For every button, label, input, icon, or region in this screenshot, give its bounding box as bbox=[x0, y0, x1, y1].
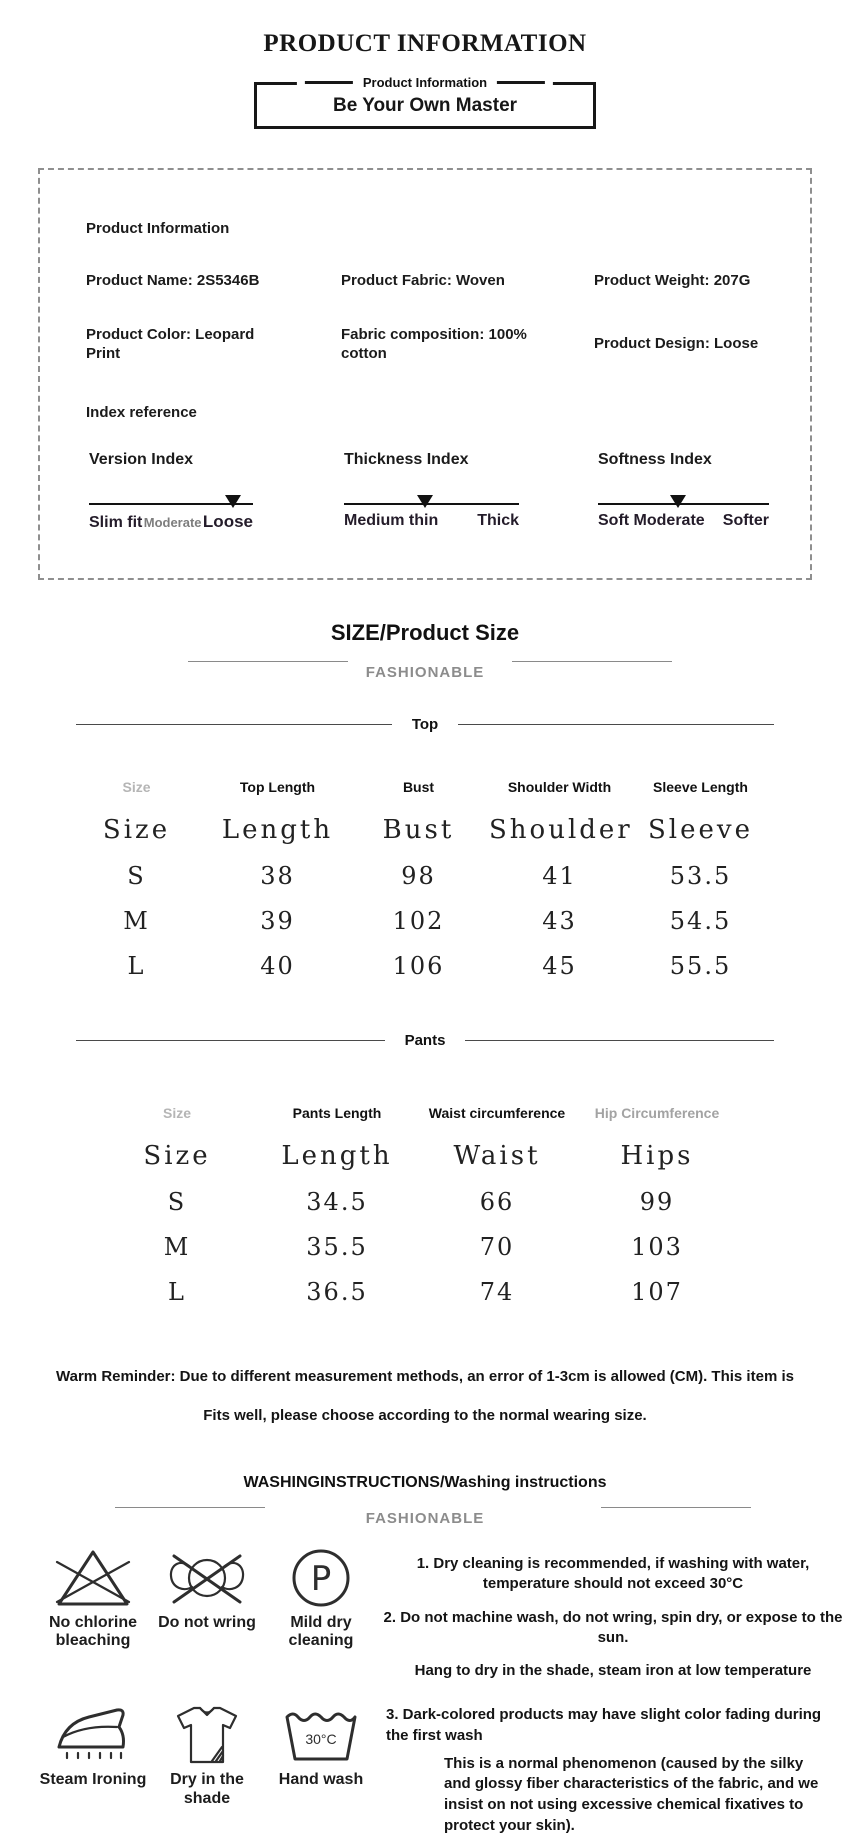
subtitle-line-left bbox=[115, 1507, 265, 1508]
washing-item bbox=[150, 1703, 264, 1836]
steam-ironing-icon bbox=[51, 1703, 135, 1767]
table-row bbox=[97, 1233, 739, 1261]
top-header-shoulder: Shoulder Width bbox=[507, 779, 612, 795]
cell: 70 bbox=[479, 1233, 515, 1261]
top-subheader: Length bbox=[221, 815, 334, 845]
slider-label-thick: Thick bbox=[477, 511, 519, 529]
table-row bbox=[66, 907, 771, 935]
slider-softness-title: Softness Index bbox=[598, 450, 712, 468]
washing-icons-row2 bbox=[36, 1703, 378, 1836]
pants-header-length: Pants Length bbox=[292, 1105, 382, 1121]
index-reference-heading: Index reference bbox=[86, 403, 197, 421]
warm-reminder-line1: Warm Reminder: Due to different measurement methods, an error of 1-3cm is allowed (CM). This item is bbox=[56, 1368, 794, 1385]
cell: 54.5 bbox=[669, 907, 732, 935]
banner-label bbox=[297, 75, 553, 90]
page-title: PRODUCT INFORMATION bbox=[263, 30, 587, 57]
washing-row-2 bbox=[36, 1703, 850, 1836]
washing-note-4: 3. Dark-colored products may have slight color fading during the first wash bbox=[386, 1706, 822, 1744]
divider-top bbox=[76, 716, 774, 733]
slider-label-slim-fit: Slim fit bbox=[89, 513, 143, 531]
slider-version-track bbox=[89, 503, 253, 505]
washing-note-1: 1. Dry cleaning is recommended, if washing with water, temperature should not exceed 30°C bbox=[416, 1555, 810, 1593]
cell: 66 bbox=[479, 1188, 515, 1216]
slider-label-moderate: Moderate bbox=[143, 514, 202, 530]
divider-top-label: Top bbox=[411, 716, 439, 733]
slider-softness-labels bbox=[598, 512, 769, 530]
cell: 43 bbox=[542, 907, 577, 935]
cell: 98 bbox=[401, 862, 436, 890]
cell: 107 bbox=[631, 1278, 683, 1306]
washing-notes-row2 bbox=[378, 1703, 850, 1836]
banner-label-text: Product Information bbox=[362, 75, 488, 90]
slider-thickness-labels bbox=[344, 512, 519, 530]
slider-label-soft-moderate: Soft Moderate bbox=[598, 511, 705, 529]
icon-label: Do not wring bbox=[158, 1614, 256, 1631]
cell: 35.5 bbox=[306, 1233, 368, 1261]
top-table-headers bbox=[66, 779, 771, 795]
info-field-fabric: Product Fabric: Woven bbox=[341, 272, 505, 289]
divider-line-left bbox=[76, 1040, 385, 1041]
size-subtitle-row bbox=[0, 652, 850, 686]
top-subheader: Sleeve bbox=[648, 815, 753, 845]
washing-row-1 bbox=[36, 1546, 850, 1681]
pants-header-waist: Waist circumference bbox=[428, 1105, 566, 1121]
washing-item bbox=[150, 1546, 264, 1681]
slider-thickness-title: Thickness Index bbox=[344, 450, 469, 468]
dry-clean-letter: P bbox=[310, 1559, 332, 1599]
top-header-bust: Bust bbox=[402, 779, 435, 795]
pants-table-subheaders bbox=[97, 1141, 739, 1171]
index-sliders bbox=[86, 451, 780, 532]
pants-table-headers bbox=[97, 1105, 739, 1121]
pants-subheader: Size bbox=[143, 1141, 211, 1171]
divider-line-right bbox=[458, 724, 774, 725]
info-grid bbox=[86, 271, 780, 364]
washing-item bbox=[264, 1546, 378, 1681]
washing-note-2: 2. Do not machine wash, do not wring, spin dry, or expose to the sun. bbox=[383, 1608, 843, 1646]
washing-item bbox=[36, 1703, 150, 1836]
table-row bbox=[97, 1188, 739, 1216]
marker-triangle-icon bbox=[670, 495, 686, 508]
cell: 74 bbox=[479, 1278, 515, 1306]
table-row bbox=[97, 1278, 739, 1306]
info-field-design: Product Design: Loose bbox=[594, 335, 759, 353]
subtitle-line-left bbox=[188, 661, 348, 662]
warm-reminder-line2: Fits well, please choose according to the normal wearing size. bbox=[203, 1407, 647, 1424]
icon-label: Mild dry cleaning bbox=[288, 1614, 354, 1650]
table-row bbox=[66, 862, 771, 890]
pants-header-hip: Hip Circumference bbox=[594, 1105, 720, 1121]
top-header-length: Top Length bbox=[239, 779, 316, 795]
icon-label: Hand wash bbox=[278, 1771, 364, 1789]
cell: L bbox=[168, 1278, 186, 1306]
mild-dry-cleaning-icon bbox=[289, 1546, 353, 1610]
slider-thickness-track bbox=[344, 503, 519, 505]
cell: 102 bbox=[392, 907, 445, 935]
top-subheader: Shoulder bbox=[489, 815, 633, 845]
cell: L bbox=[127, 952, 146, 980]
banner-line-right bbox=[497, 81, 545, 84]
banner-box bbox=[254, 75, 596, 129]
info-field-weight: Product Weight: 207G bbox=[594, 272, 751, 289]
divider-line-left bbox=[76, 724, 392, 725]
banner-slogan: Be Your Own Master bbox=[332, 94, 518, 116]
cell: 41 bbox=[542, 862, 577, 890]
table-row bbox=[66, 952, 771, 980]
info-field-name: Product Name: 2S5346B bbox=[86, 272, 260, 289]
hand-wash-icon bbox=[281, 1703, 361, 1767]
cell: 45 bbox=[542, 952, 577, 980]
divider-pants bbox=[76, 1032, 774, 1049]
info-box bbox=[38, 168, 812, 580]
washing-title: WASHINGINSTRUCTIONS/Washing instructions bbox=[243, 1474, 607, 1491]
info-field-composition: Fabric composition: 100% cotton bbox=[341, 325, 527, 362]
cell: 53.5 bbox=[669, 862, 732, 890]
cell: 34.5 bbox=[306, 1188, 368, 1216]
cell: 103 bbox=[631, 1233, 683, 1261]
hand-wash-temp: 30°C bbox=[305, 1731, 337, 1748]
marker-triangle-icon bbox=[417, 495, 433, 508]
slider-softness bbox=[598, 451, 769, 532]
slider-version-labels bbox=[89, 512, 253, 532]
size-subtitle: FASHIONABLE bbox=[365, 664, 485, 681]
cell: M bbox=[163, 1233, 191, 1261]
washing-subtitle-row bbox=[0, 1498, 850, 1532]
do-not-wring-icon bbox=[164, 1546, 250, 1610]
no-chlorine-bleaching-icon bbox=[52, 1546, 134, 1610]
cell: 99 bbox=[639, 1188, 675, 1216]
marker-triangle-icon bbox=[225, 495, 241, 508]
info-heading: Product Information bbox=[86, 220, 230, 237]
cell: 40 bbox=[260, 952, 295, 980]
top-subheader: Bust bbox=[382, 815, 455, 845]
top-subheader: Size bbox=[102, 815, 171, 845]
washing-item bbox=[264, 1703, 378, 1836]
pants-subheader: Length bbox=[281, 1141, 393, 1171]
cell: M bbox=[123, 907, 150, 935]
slider-thickness bbox=[344, 451, 519, 532]
slider-version-title: Version Index bbox=[89, 450, 194, 468]
cell: S bbox=[127, 862, 146, 890]
pants-header-size: Size bbox=[162, 1105, 191, 1121]
slider-version bbox=[89, 451, 253, 532]
cell: 38 bbox=[260, 862, 295, 890]
washing-notes-row1 bbox=[378, 1546, 850, 1681]
slider-softness-track bbox=[598, 503, 769, 505]
washing-note-5: This is a normal phenomenon (caused by the silky and glossy fiber characteristics of the fabric, and we insist on not using excessive chemical fixatives to protect your skin). bbox=[444, 1754, 819, 1834]
cell: 36.5 bbox=[306, 1278, 368, 1306]
pants-subheader: Hips bbox=[620, 1141, 694, 1171]
divider-pants-label: Pants bbox=[404, 1032, 446, 1049]
icon-label: No chlorine bleaching bbox=[48, 1614, 137, 1650]
top-header-sleeve: Sleeve Length bbox=[653, 779, 748, 795]
washing-note-3: Hang to dry in the shade, steam iron at low temperature bbox=[414, 1662, 812, 1679]
info-field-color: Product Color: Leopard Print bbox=[86, 325, 255, 362]
subtitle-line-right bbox=[512, 661, 672, 662]
divider-line-right bbox=[465, 1040, 774, 1041]
washing-icons-row1 bbox=[36, 1546, 378, 1681]
washing-item bbox=[36, 1546, 150, 1681]
cell: 106 bbox=[392, 952, 445, 980]
subtitle-line-right bbox=[601, 1507, 751, 1508]
dry-in-the-shade-icon bbox=[170, 1703, 244, 1767]
slider-label-medium-thin: Medium thin bbox=[344, 511, 439, 529]
icon-label: Steam Ironing bbox=[39, 1771, 147, 1789]
cell: 39 bbox=[260, 907, 295, 935]
pants-subheader: Waist bbox=[453, 1141, 541, 1171]
top-header-size: Size bbox=[122, 779, 151, 795]
banner-line-left bbox=[305, 81, 353, 84]
cell: 55.5 bbox=[669, 952, 732, 980]
slider-label-softer: Softer bbox=[722, 511, 769, 529]
icon-label: Dry in the shade bbox=[170, 1771, 244, 1807]
top-table-subheaders bbox=[66, 815, 771, 845]
cell: S bbox=[167, 1188, 187, 1216]
washing-subtitle: FASHIONABLE bbox=[365, 1510, 485, 1527]
slider-label-loose: Loose bbox=[202, 511, 253, 531]
size-section-title: SIZE/Product Size bbox=[330, 620, 520, 645]
